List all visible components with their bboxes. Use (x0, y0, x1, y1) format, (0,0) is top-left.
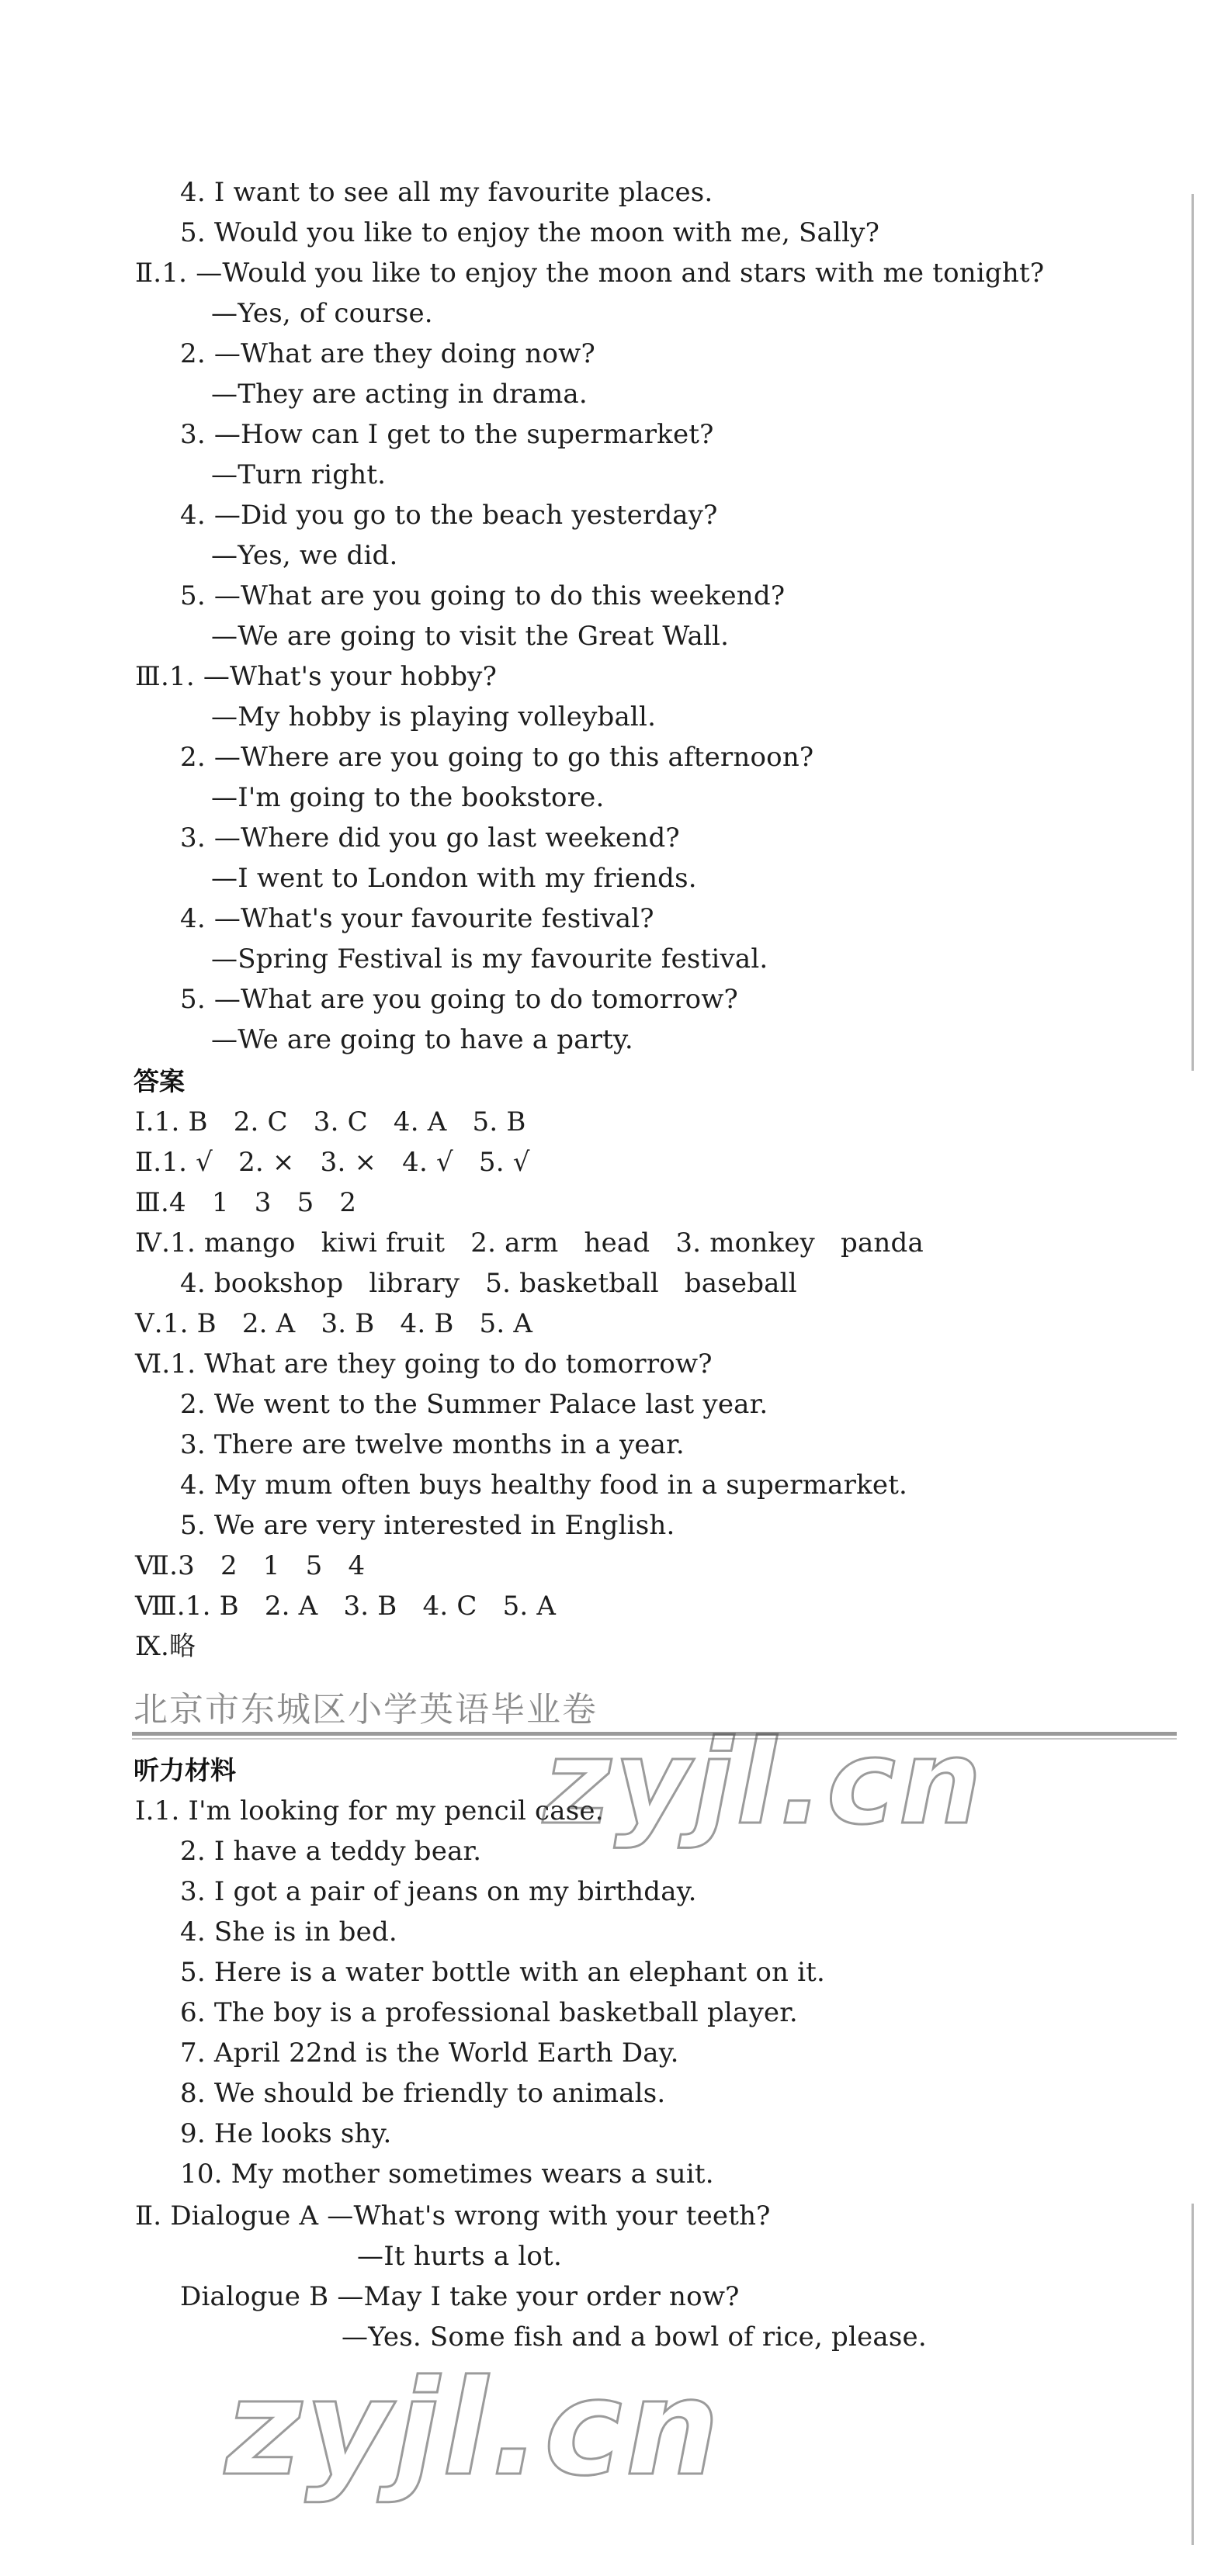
section-3-item-2-q: 2. —Where are you going to go this afternoon? (180, 742, 814, 773)
section-2-item-3-q: 3. —How can I get to the supermarket? (180, 419, 714, 450)
section-2-item-3-a: —Turn right. (211, 459, 387, 490)
watermark-logo: zyjl.cn (543, 1716, 985, 1851)
section-2-item-4-q: 4. —Did you go to the beach yesterday? (180, 500, 718, 531)
answer-row-6-line-3: 3. There are twelve months in a year. (180, 1429, 685, 1460)
section-2-item-1-q: Ⅱ.1. —Would you like to enjoy the moon and stars with me tonight? (135, 258, 1045, 289)
dialogue-b-answer: —Yes. Some fish and a bowl of rice, please. (342, 2322, 927, 2353)
dialogue-b-question: Dialogue B —May I take your order now? (180, 2281, 740, 2312)
answer-row-4: Ⅳ.1. mango kiwi fruit 2. arm head 3. monkey panda (135, 1227, 924, 1259)
answer-row-8: Ⅷ.1. B 2. A 3. B 4. C 5. A (135, 1591, 557, 1622)
answer-row-6-line-5: 5. We are very interested in English. (180, 1510, 675, 1541)
answer-row-6-line-4: 4. My mum often buys healthy food in a supermarket. (180, 1470, 908, 1501)
section-3-item-4-a: —Spring Festival is my favourite festival. (211, 943, 768, 975)
listening-item-8: 8. We should be friendly to animals. (180, 2078, 666, 2109)
answer-row-5: Ⅴ.1. B 2. A 3. B 4. B 5. A (135, 1308, 533, 1339)
answer-row-6-line-2: 2. We went to the Summer Palace last year. (180, 1389, 768, 1420)
right-margin-rule (1191, 194, 1194, 1071)
section-2-item-5-q: 5. —What are you going to do this weekend? (180, 580, 786, 611)
listening-item-4: 4. She is in bed. (180, 1916, 397, 1948)
answer-row-4-cont: 4. bookshop library 5. basketball baseball (180, 1268, 797, 1299)
answer-row-9: Ⅸ.略 (135, 1631, 196, 1662)
listening-item-5: 5. Here is a water bottle with an elephant on it. (180, 1957, 826, 1988)
section-2-item-1-a: —Yes, of course. (211, 298, 433, 329)
dialogue-a-question: Ⅱ. Dialogue A —What's wrong with your teeth? (135, 2200, 771, 2231)
right-margin-rule-lower (1191, 2204, 1194, 2545)
section-2-item-2-q: 2. —What are they doing now? (180, 338, 595, 369)
listening-heading: 听力材料 (134, 1755, 236, 1785)
listening-item-2: 2. I have a teddy bear. (180, 1836, 482, 1867)
section-3-item-3-a: —I went to London with my friends. (211, 863, 697, 894)
section-2-item-4-a: —Yes, we did. (211, 540, 398, 571)
answer-row-6-line-1: Ⅵ.1. What are they going to do tomorrow? (135, 1349, 713, 1380)
dialogue-a-answer: —It hurts a lot. (357, 2241, 562, 2272)
listening-item-10: 10. My mother sometimes wears a suit. (180, 2159, 714, 2190)
answer-row-2: Ⅱ.1. √ 2. × 3. × 4. √ 5. √ (135, 1147, 530, 1178)
top-line-4: 4. I want to see all my favourite places. (180, 177, 713, 208)
section-3-item-2-a: —I'm going to the bookstore. (211, 782, 605, 813)
exam-banner-title: 北京市东城区小学英语毕业卷 (134, 1690, 598, 1729)
section-2-item-5-a: —We are going to visit the Great Wall. (211, 621, 730, 652)
section-3-item-5-q: 5. —What are you going to do tomorrow? (180, 984, 738, 1015)
section-3-item-3-q: 3. —Where did you go last weekend? (180, 822, 680, 853)
section-3-item-4-q: 4. —What's your favourite festival? (180, 903, 654, 934)
section-3-item-1-q: Ⅲ.1. —What's your hobby? (135, 661, 498, 692)
listening-item-7: 7. April 22nd is the World Earth Day. (180, 2038, 679, 2069)
watermark-logo-bottom: zyjl.cn (225, 2352, 723, 2505)
listening-item-3: 3. I got a pair of jeans on my birthday. (180, 1876, 697, 1907)
section-3-item-5-a: —We are going to have a party. (211, 1024, 633, 1055)
top-line-5: 5. Would you like to enjoy the moon with me, Sally? (180, 217, 880, 248)
listening-item-9: 9. He looks shy. (180, 2118, 392, 2149)
answers-heading: 答案 (134, 1066, 185, 1096)
answer-row-7: Ⅶ.3 2 1 5 4 (135, 1550, 366, 1581)
section-3-item-1-a: —My hobby is playing volleyball. (211, 701, 657, 732)
section-2-item-2-a: —They are acting in drama. (211, 379, 588, 410)
listening-item-1: Ⅰ.1. I'm looking for my pencil case. (135, 1795, 604, 1826)
listening-item-6: 6. The boy is a professional basketball player. (180, 1997, 798, 2028)
answer-row-3: Ⅲ.4 1 3 5 2 (135, 1187, 357, 1218)
answer-row-1: Ⅰ.1. B 2. C 3. C 4. A 5. B (135, 1106, 526, 1137)
